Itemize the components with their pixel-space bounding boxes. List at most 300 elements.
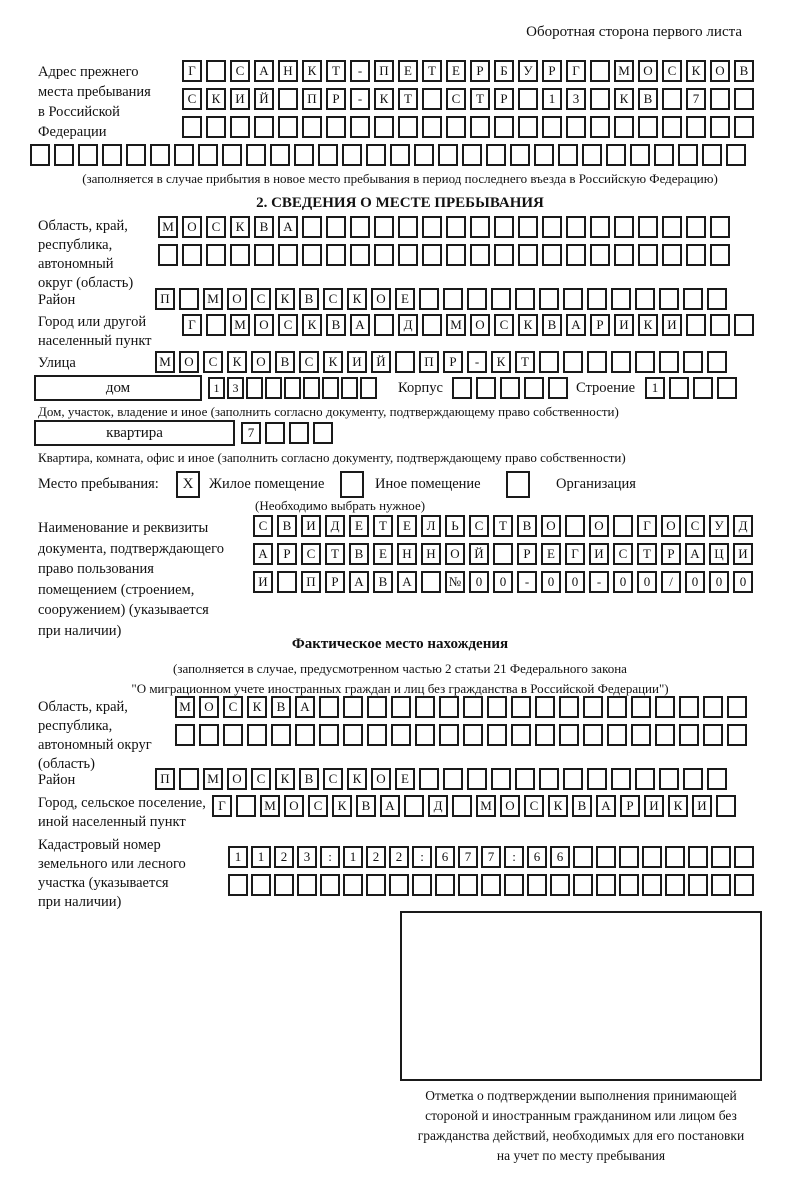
char-cell: [277, 571, 297, 593]
char-cell: О: [500, 795, 520, 817]
char-cell: 0: [709, 571, 729, 593]
char-cell: [223, 724, 243, 746]
char-cell: [446, 216, 466, 238]
char-cell: М: [203, 768, 223, 790]
char-cell: [265, 422, 285, 444]
char-cell: -: [467, 351, 487, 373]
char-cell: [607, 724, 627, 746]
char-cell: [710, 116, 730, 138]
actual-location-heading: Фактическое место нахождения: [291, 636, 509, 652]
char-cell: [179, 768, 199, 790]
char-cell: М: [155, 351, 175, 373]
char-cell: [566, 244, 586, 266]
char-cell: [470, 244, 490, 266]
char-cell: [703, 724, 723, 746]
char-cell: [343, 724, 363, 746]
char-cell: [467, 288, 487, 310]
apartment-caption: Квартира, комната, офис и иное (заполнить согласно документу, подтверждающему право собственности): [38, 450, 626, 465]
char-cell: [54, 144, 74, 166]
char-cell: [587, 351, 607, 373]
char-cell: [228, 874, 248, 896]
char-cell: [366, 144, 386, 166]
char-cell: [619, 846, 639, 868]
char-cell: С: [251, 768, 271, 790]
char-cell: [318, 144, 338, 166]
prev-address-label: [38, 62, 151, 142]
char-cell: [230, 116, 250, 138]
text-line: сооружением) (указывается: [38, 602, 209, 618]
char-cell: Р: [517, 543, 537, 565]
char-cell: [710, 244, 730, 266]
char-cell: [126, 144, 146, 166]
char-cell: [566, 116, 586, 138]
char-cell: [679, 696, 699, 718]
char-cell: Р: [277, 543, 297, 565]
checkbox-organization: [506, 471, 530, 498]
char-cell: К: [638, 314, 658, 336]
char-cell: -: [350, 88, 370, 110]
char-cell: К: [518, 314, 538, 336]
char-cell: [638, 244, 658, 266]
char-cell: [548, 377, 568, 399]
char-cell: [683, 351, 703, 373]
char-cell: М: [175, 696, 195, 718]
char-cell: [518, 116, 538, 138]
char-cell: 0: [733, 571, 753, 593]
char-cell: И: [230, 88, 250, 110]
char-cell: [270, 144, 290, 166]
char-cell: [222, 144, 242, 166]
char-cell: [374, 116, 394, 138]
char-cell: [511, 724, 531, 746]
text-line: при наличии): [38, 622, 122, 639]
doc-row-2: [253, 543, 757, 567]
char-cell: [78, 144, 98, 166]
char-cell: О: [541, 515, 561, 537]
char-cell: [573, 874, 593, 896]
char-cell: 7: [481, 846, 501, 868]
stroenie-cells: [645, 377, 741, 401]
char-cell: /: [661, 571, 681, 593]
char-cell: П: [155, 288, 175, 310]
char-cell: П: [419, 351, 439, 373]
char-cell: [254, 244, 274, 266]
char-cell: [563, 288, 583, 310]
checkbox-other-premises: [340, 471, 364, 498]
char-cell: [302, 116, 322, 138]
char-cell: [278, 244, 298, 266]
char-cell: [542, 116, 562, 138]
char-cell: М: [476, 795, 496, 817]
char-cell: К: [548, 795, 568, 817]
char-cell: [611, 288, 631, 310]
char-cell: [662, 244, 682, 266]
char-cell: [654, 144, 674, 166]
char-cell: [550, 874, 570, 896]
char-cell: П: [302, 88, 322, 110]
char-cell: С: [223, 696, 243, 718]
text-line: Область, край,: [38, 699, 128, 715]
char-cell: [467, 768, 487, 790]
char-cell: [435, 874, 455, 896]
char-cell: [470, 216, 490, 238]
char-cell: О: [284, 795, 304, 817]
char-cell: Р: [443, 351, 463, 373]
char-cell: П: [374, 60, 394, 82]
char-cell: [515, 288, 535, 310]
char-cell: [278, 88, 298, 110]
char-cell: [630, 144, 650, 166]
char-cell: Т: [515, 351, 535, 373]
doc-label: [38, 518, 224, 641]
char-cell: [389, 874, 409, 896]
char-cell: [421, 571, 441, 593]
actual-location-note: [0, 659, 800, 699]
char-cell: [341, 377, 358, 399]
text-line: (область): [38, 756, 95, 772]
char-cell: [367, 696, 387, 718]
char-cell: Т: [398, 88, 418, 110]
char-cell: С: [323, 768, 343, 790]
char-cell: Д: [325, 515, 345, 537]
char-cell: [542, 216, 562, 238]
char-cell: Н: [421, 543, 441, 565]
char-cell: [518, 216, 538, 238]
char-cell: Б: [494, 60, 514, 82]
char-cell: [510, 144, 530, 166]
char-cell: [374, 314, 394, 336]
text-line: на учет по месту пребывания: [496, 1148, 666, 1163]
char-cell: [419, 768, 439, 790]
char-cell: [493, 543, 513, 565]
char-cell: [174, 144, 194, 166]
char-cell: О: [254, 314, 274, 336]
char-cell: [539, 351, 559, 373]
char-cell: [573, 846, 593, 868]
district-label: Район: [38, 292, 76, 308]
char-cell: [391, 724, 411, 746]
char-cell: [683, 768, 703, 790]
char-cell: [686, 216, 706, 238]
char-cell: [659, 768, 679, 790]
char-cell: [404, 795, 424, 817]
char-cell: Г: [212, 795, 232, 817]
stay-type-note: (Необходимо выбрать нужное): [255, 498, 426, 513]
checkbox-residential: X: [176, 471, 200, 498]
char-cell: К: [614, 88, 634, 110]
char-cell: [611, 768, 631, 790]
text-line: Федерации: [38, 124, 107, 140]
char-cell: [491, 768, 511, 790]
char-cell: О: [371, 768, 391, 790]
char-cell: 0: [613, 571, 633, 593]
char-cell: 0: [685, 571, 705, 593]
char-cell: [247, 724, 267, 746]
char-cell: [515, 768, 535, 790]
char-cell: Т: [493, 515, 513, 537]
char-cell: Р: [661, 543, 681, 565]
char-cell: [614, 116, 634, 138]
char-cell: [494, 216, 514, 238]
char-cell: [274, 874, 294, 896]
char-cell: [563, 768, 583, 790]
region-label: [38, 217, 133, 293]
region-row-1: [158, 216, 734, 240]
char-cell: [500, 377, 520, 399]
char-cell: [487, 696, 507, 718]
char-cell: [342, 144, 362, 166]
char-cell: Й: [469, 543, 489, 565]
char-cell: [278, 116, 298, 138]
char-cell: [320, 874, 340, 896]
korpus-label: Корпус: [398, 380, 443, 396]
char-cell: [265, 377, 282, 399]
char-cell: [669, 377, 689, 399]
text-line: при наличии): [38, 894, 122, 910]
char-cell: [343, 696, 363, 718]
section2-heading: 2. СВЕДЕНИЯ О МЕСТЕ ПРЕБЫВАНИЯ: [256, 195, 544, 211]
cadastre-label: [38, 836, 186, 912]
char-cell: К: [332, 795, 352, 817]
char-cell: 2: [274, 846, 294, 868]
char-cell: А: [349, 571, 369, 593]
stay-type-label: Место пребывания:: [38, 476, 159, 492]
char-cell: Ь: [445, 515, 465, 537]
char-cell: Й: [371, 351, 391, 373]
char-cell: [539, 768, 559, 790]
char-cell: Г: [637, 515, 657, 537]
char-cell: М: [446, 314, 466, 336]
char-cell: С: [469, 515, 489, 537]
char-cell: [251, 874, 271, 896]
char-cell: А: [380, 795, 400, 817]
char-cell: О: [227, 288, 247, 310]
char-cell: В: [542, 314, 562, 336]
char-cell: [463, 696, 483, 718]
char-cell: С: [301, 543, 321, 565]
char-cell: [297, 874, 317, 896]
char-cell: К: [230, 216, 250, 238]
char-cell: [398, 216, 418, 238]
char-cell: [246, 377, 263, 399]
char-cell: [294, 144, 314, 166]
char-cell: [419, 288, 439, 310]
char-cell: К: [491, 351, 511, 373]
char-cell: [326, 216, 346, 238]
char-cell: [590, 88, 610, 110]
char-cell: [590, 60, 610, 82]
char-cell: И: [589, 543, 609, 565]
char-cell: О: [227, 768, 247, 790]
char-cell: С: [323, 288, 343, 310]
char-cell: [322, 377, 339, 399]
char-cell: О: [710, 60, 730, 82]
char-cell: В: [517, 515, 537, 537]
char-cell: [535, 724, 555, 746]
residential-label: Жилое помещение: [209, 476, 325, 492]
char-cell: [662, 88, 682, 110]
char-cell: О: [179, 351, 199, 373]
char-cell: Р: [620, 795, 640, 817]
stamp-caption: [385, 1086, 777, 1166]
char-cell: [198, 144, 218, 166]
char-cell: [717, 377, 737, 399]
char-cell: Н: [278, 60, 298, 82]
char-cell: [539, 288, 559, 310]
char-cell: 0: [541, 571, 561, 593]
char-cell: [524, 377, 544, 399]
char-cell: [486, 144, 506, 166]
char-cell: О: [371, 288, 391, 310]
char-cell: [734, 846, 754, 868]
char-cell: С: [230, 60, 250, 82]
char-cell: [102, 144, 122, 166]
char-cell: [511, 696, 531, 718]
text-line: иной населенный пункт: [38, 814, 186, 830]
text-line: места пребывания: [38, 84, 151, 100]
char-cell: [596, 874, 616, 896]
char-cell: Р: [325, 571, 345, 593]
actual-region-label: [38, 698, 152, 774]
char-cell: [707, 288, 727, 310]
char-cell: [422, 116, 442, 138]
char-cell: [326, 116, 346, 138]
char-cell: [686, 314, 706, 336]
char-cell: Е: [395, 768, 415, 790]
char-cell: [230, 244, 250, 266]
char-cell: [206, 244, 226, 266]
char-cell: [367, 724, 387, 746]
char-cell: В: [326, 314, 346, 336]
char-cell: А: [253, 543, 273, 565]
char-cell: [582, 144, 602, 166]
doc-row-1: [253, 515, 757, 539]
char-cell: [686, 244, 706, 266]
char-cell: 1: [542, 88, 562, 110]
char-cell: [655, 696, 675, 718]
char-cell: Т: [637, 543, 657, 565]
char-cell: [642, 874, 662, 896]
char-cell: Р: [590, 314, 610, 336]
text-line: Кадастровый номер: [38, 837, 161, 853]
char-cell: 1: [208, 377, 225, 399]
text-line: округ (область): [38, 275, 134, 291]
char-cell: [710, 216, 730, 238]
char-cell: 0: [565, 571, 585, 593]
char-cell: К: [275, 288, 295, 310]
char-cell: Т: [326, 60, 346, 82]
char-cell: [614, 244, 634, 266]
char-cell: [446, 116, 466, 138]
char-cell: [678, 144, 698, 166]
text-line: республика,: [38, 718, 113, 734]
char-cell: -: [517, 571, 537, 593]
char-cell: И: [733, 543, 753, 565]
char-cell: [662, 216, 682, 238]
char-cell: 0: [493, 571, 513, 593]
char-cell: [688, 874, 708, 896]
char-cell: А: [566, 314, 586, 336]
cadastre-row-2: [228, 874, 757, 898]
char-cell: В: [349, 543, 369, 565]
text-line: (заполняется в случае, предусмотренном частью 2 статьи 21 Федерального закона: [173, 661, 627, 676]
char-cell: [635, 288, 655, 310]
char-cell: Г: [565, 543, 585, 565]
char-cell: О: [589, 515, 609, 537]
apartment-cells: [241, 422, 337, 446]
char-cell: У: [709, 515, 729, 537]
char-cell: К: [686, 60, 706, 82]
char-cell: С: [685, 515, 705, 537]
actual-city-row: [212, 795, 740, 819]
char-cell: [350, 216, 370, 238]
char-cell: [390, 144, 410, 166]
prev-address-row-4: [30, 144, 750, 168]
char-cell: [175, 724, 195, 746]
char-cell: [688, 846, 708, 868]
char-cell: [716, 795, 736, 817]
char-cell: [236, 795, 256, 817]
page-title: Оборотная сторона первого листа: [526, 24, 742, 40]
char-cell: [452, 795, 472, 817]
char-cell: [596, 846, 616, 868]
text-line: стороной и иностранным гражданином или лицом без: [425, 1108, 737, 1123]
char-cell: [642, 846, 662, 868]
char-cell: [583, 724, 603, 746]
char-cell: С: [299, 351, 319, 373]
prev-address-row-1: [182, 60, 758, 84]
char-cell: [289, 422, 309, 444]
char-cell: [590, 216, 610, 238]
char-cell: А: [295, 696, 315, 718]
char-cell: [527, 874, 547, 896]
char-cell: С: [278, 314, 298, 336]
char-cell: Ц: [709, 543, 729, 565]
char-cell: [302, 216, 322, 238]
char-cell: 1: [343, 846, 363, 868]
char-cell: [246, 144, 266, 166]
char-cell: П: [301, 571, 321, 593]
street-label: Улица: [38, 355, 76, 371]
char-cell: [518, 88, 538, 110]
char-cell: [619, 874, 639, 896]
char-cell: [613, 515, 633, 537]
char-cell: [535, 696, 555, 718]
char-cell: С: [203, 351, 223, 373]
char-cell: [679, 724, 699, 746]
char-cell: А: [685, 543, 705, 565]
char-cell: К: [227, 351, 247, 373]
region-row-2: [158, 244, 734, 268]
char-cell: 2: [366, 846, 386, 868]
char-cell: 1: [645, 377, 665, 399]
char-cell: Е: [395, 288, 415, 310]
text-line: Адрес прежнего: [38, 64, 139, 80]
char-cell: [182, 244, 202, 266]
char-cell: [710, 314, 730, 336]
char-cell: [558, 144, 578, 166]
char-cell: [284, 377, 301, 399]
text-line: документа, подтверждающего: [38, 540, 224, 557]
char-cell: У: [518, 60, 538, 82]
char-cell: [439, 696, 459, 718]
char-cell: [303, 377, 320, 399]
stroenie-label: Строение: [576, 380, 636, 396]
char-cell: [710, 88, 730, 110]
char-cell: Е: [541, 543, 561, 565]
char-cell: Е: [446, 60, 466, 82]
actual-city-label: [38, 794, 206, 832]
